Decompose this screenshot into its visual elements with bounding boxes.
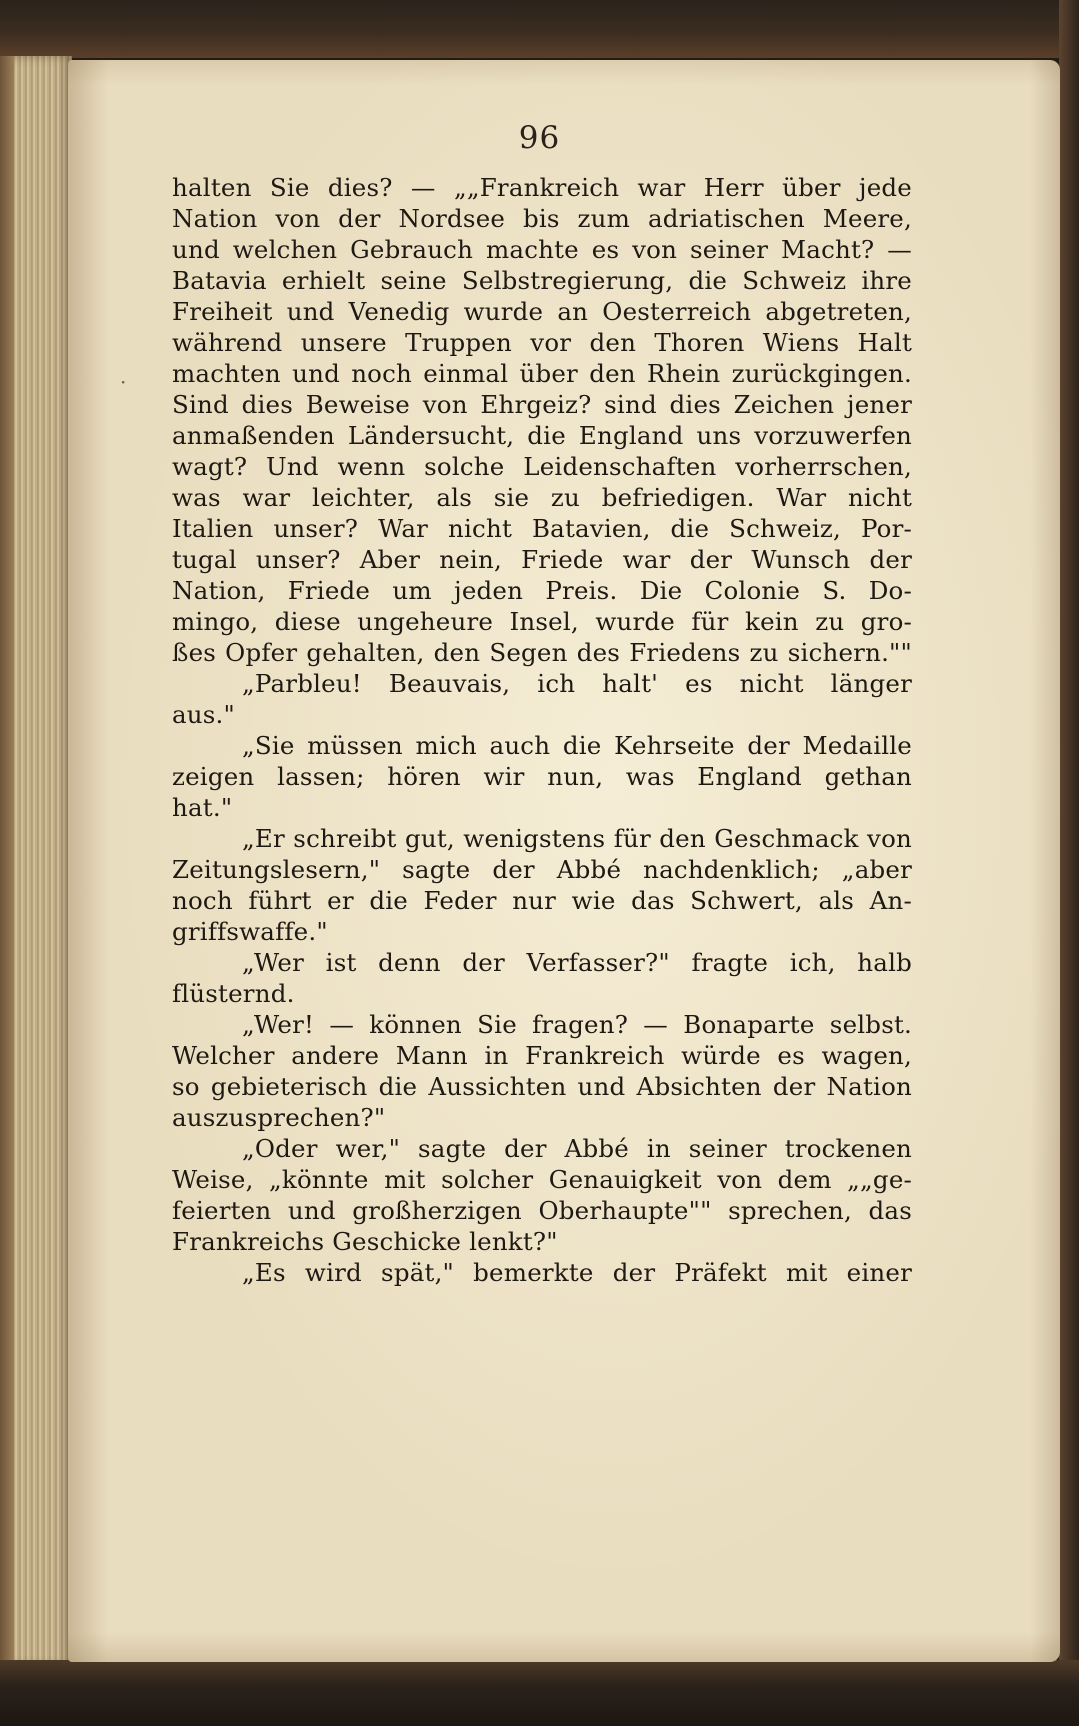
- book-cover-bottom: [0, 1660, 1079, 1726]
- text-line: halten Sie dies? — „„Frankreich war Herr über jede: [172, 173, 912, 202]
- ink-speck: ·: [120, 370, 127, 394]
- text-line: noch führt er die Feder nur wie das Schwert, als An-: [172, 886, 912, 915]
- body-text: [172, 172, 912, 1288]
- text-line: Sind dies Beweise von Ehrgeiz? sind dies Zeichen jener: [172, 390, 912, 419]
- text-line: tugal unser? Aber nein, Friede war der Wunsch der: [172, 545, 912, 574]
- text-line: wagt? Und wenn solche Leidenschaften vorherrschen,: [172, 452, 912, 481]
- text-line: feierten und großherzigen Oberhaupte"" sprechen, das: [172, 1196, 912, 1225]
- text-line: zeigen lassen; hören wir nun, was England gethan: [172, 762, 912, 791]
- text-line: „Er schreibt gut, wenigstens für den Geschmack von: [242, 824, 912, 853]
- text-line: hat.": [172, 793, 233, 822]
- text-line: anmaßenden Ländersucht, die England uns vorzuwerfen: [172, 421, 912, 450]
- book-cover-right: [1059, 0, 1079, 1726]
- text-line: was war leichter, als sie zu befriedigen. War nicht: [172, 483, 912, 512]
- text-line: so gebieterisch die Aussichten und Absichten der Nation: [172, 1072, 912, 1101]
- text-line: „Es wird spät," bemerkte der Präfekt mit einer: [242, 1258, 912, 1287]
- text-line: „Sie müssen mich auch die Kehrseite der Medaille: [242, 731, 912, 760]
- text-line: Weise, „könnte mit solcher Genauigkeit von dem „„ge-: [172, 1165, 912, 1194]
- text-line: und welchen Gebrauch machte es von seiner Macht? —: [172, 235, 912, 264]
- text-line: ßes Opfer gehalten, den Segen des Friedens zu sichern."": [172, 638, 912, 667]
- page-edges-stack: [0, 56, 72, 1666]
- text-line: Zeitungslesern," sagte der Abbé nachdenklich; „aber: [172, 855, 912, 884]
- text-line: „Parbleu! Beauvais, ich halt' es nicht länger: [242, 669, 912, 698]
- text-line: Freiheit und Venedig wurde an Oesterreich abgetreten,: [172, 297, 912, 326]
- text-line: aus.": [172, 700, 236, 729]
- page-number: 96: [518, 120, 561, 156]
- text-line: Welcher andere Mann in Frankreich würde es wagen,: [172, 1041, 912, 1070]
- text-line: Nation von der Nordsee bis zum adriatischen Meere,: [172, 204, 912, 233]
- text-line: während unsere Truppen vor den Thoren Wiens Halt: [172, 328, 912, 357]
- text-line: Frankreichs Geschicke lenkt?": [172, 1227, 558, 1256]
- text-line: mingo, diese ungeheure Insel, wurde für kein zu gro-: [172, 607, 912, 636]
- text-line: machten und noch einmal über den Rhein zurückgingen.: [172, 359, 912, 388]
- text-line: Batavia erhielt seine Selbstregierung, die Schweiz ihre: [172, 266, 912, 295]
- text-line: griffswaffe.": [172, 917, 328, 946]
- text-line: „Wer! — können Sie fragen? — Bonaparte selbst.: [242, 1010, 912, 1039]
- book-cover-top: [0, 0, 1079, 58]
- text-line: Italien unser? War nicht Batavien, die Schweiz, Por-: [172, 514, 912, 543]
- text-line: auszusprechen?": [172, 1103, 386, 1132]
- text-line: flüsternd.: [172, 979, 295, 1008]
- text-line: Nation, Friede um jeden Preis. Die Colonie S. Do-: [172, 576, 912, 605]
- text-line: „Wer ist denn der Verfasser?" fragte ich, halb: [242, 948, 912, 977]
- text-line: „Oder wer," sagte der Abbé in seiner trockenen: [242, 1134, 912, 1163]
